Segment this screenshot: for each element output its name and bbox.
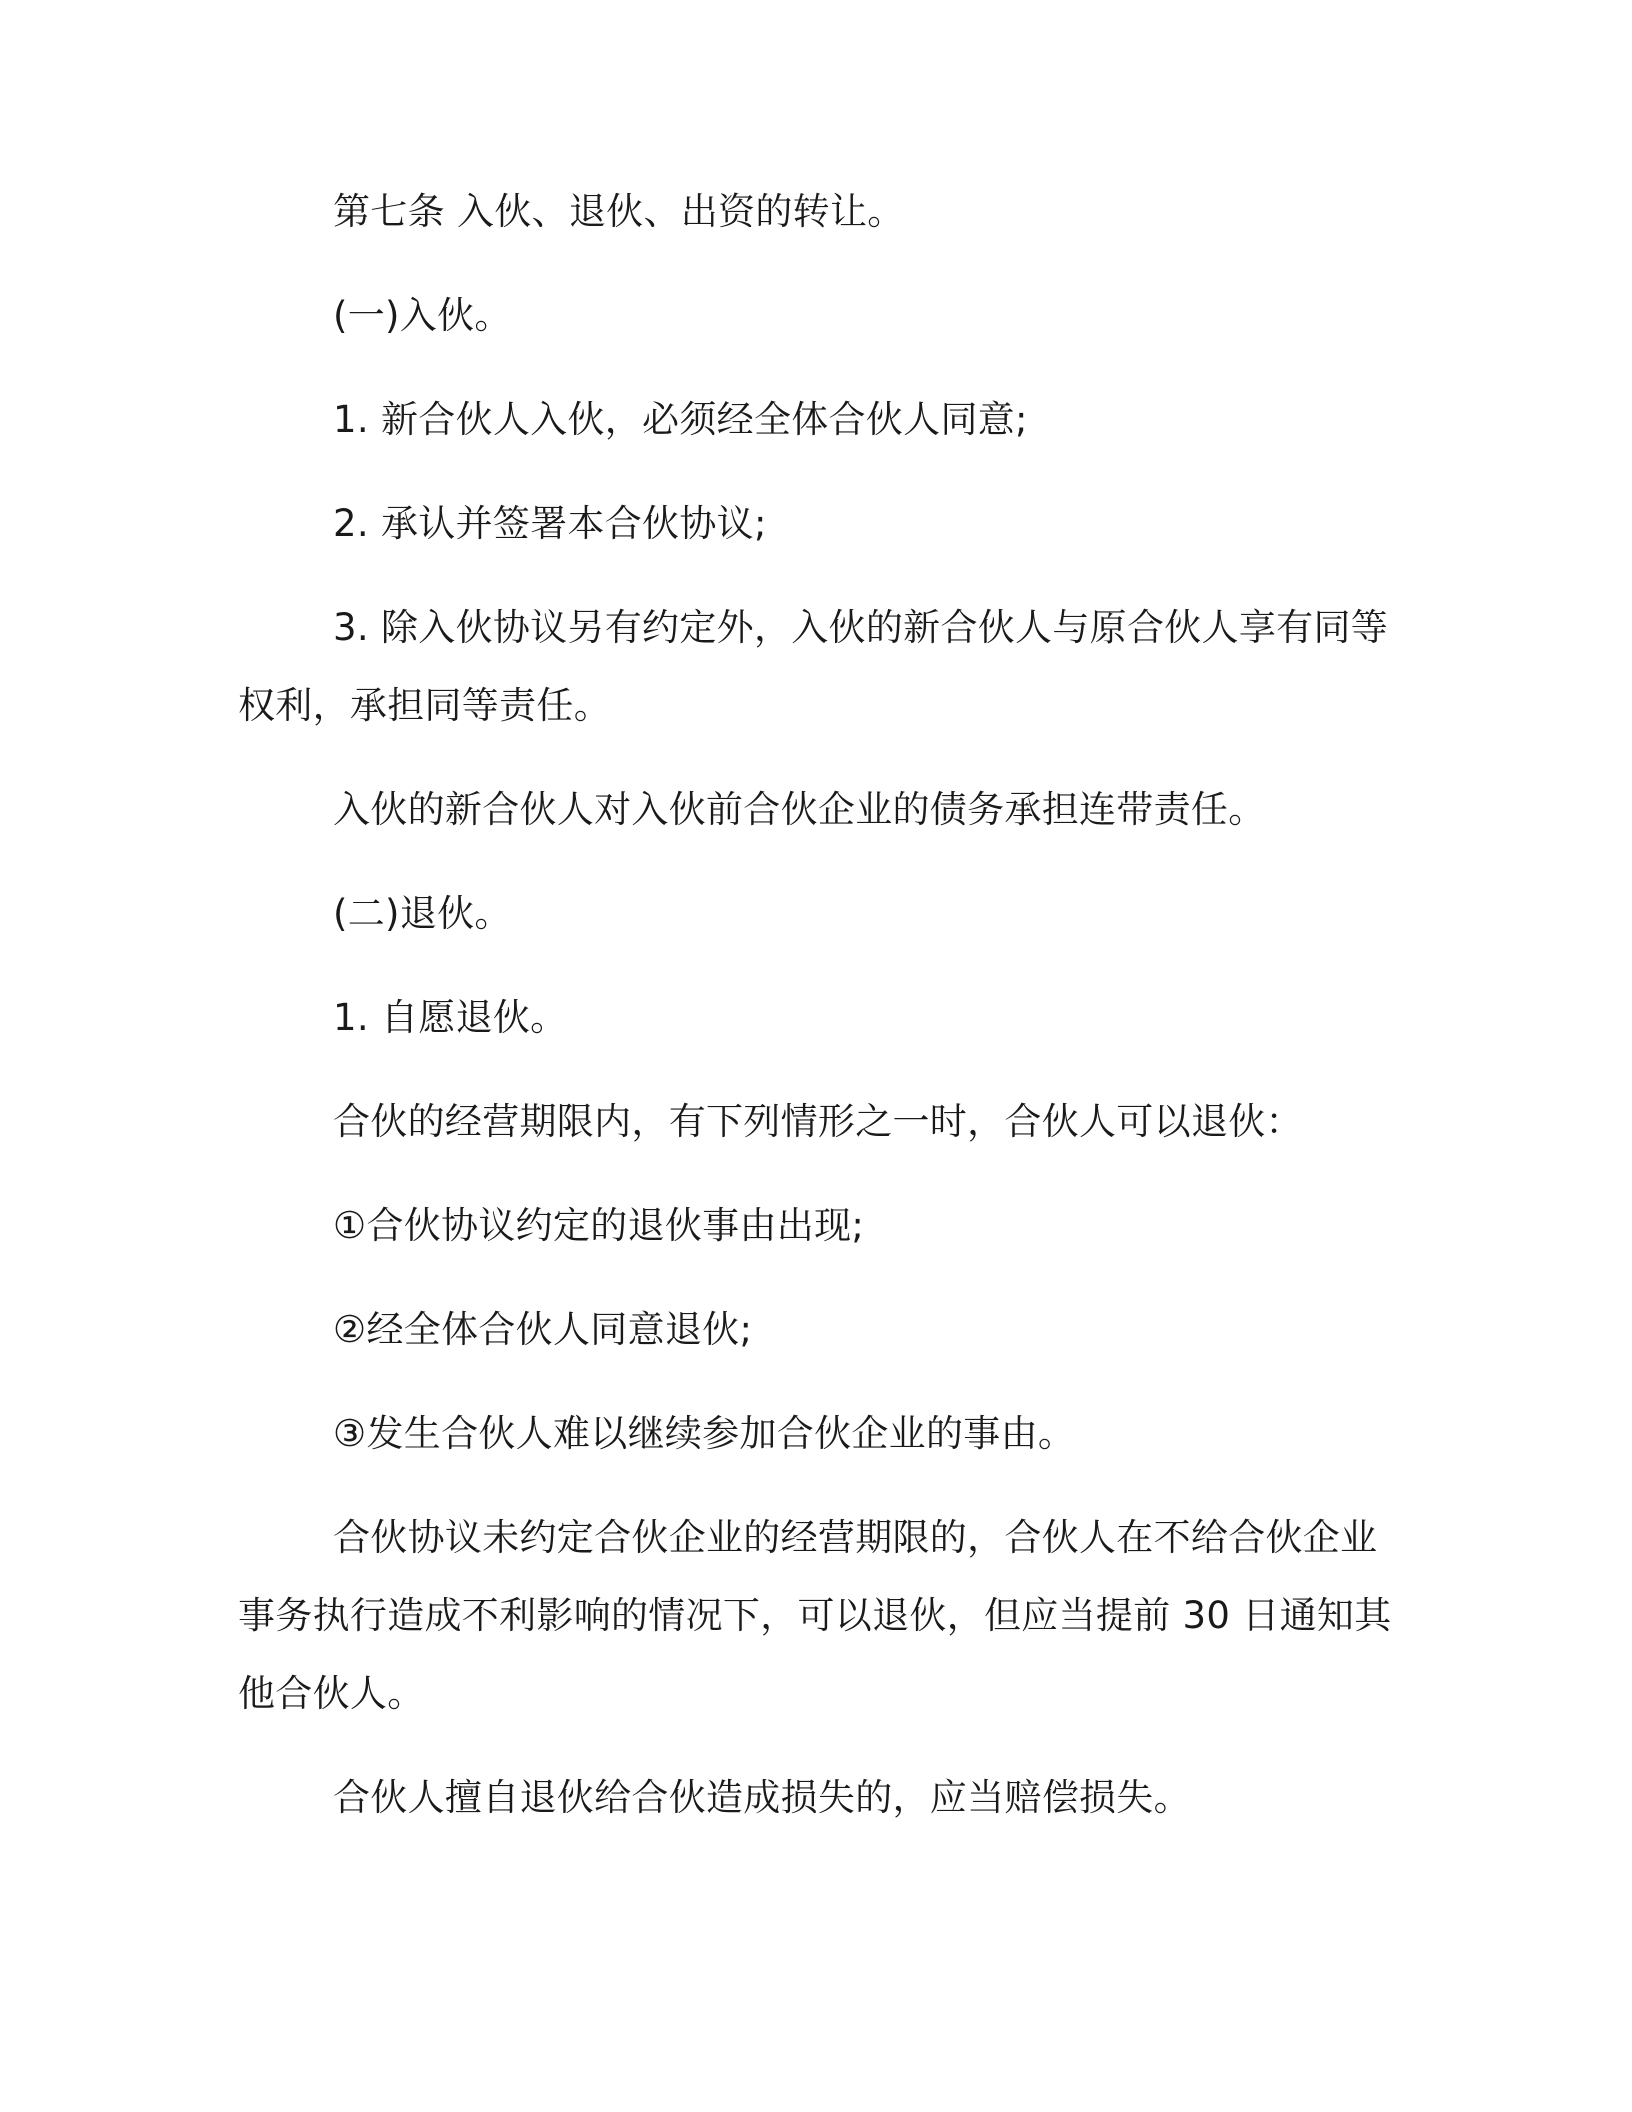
paragraph-text: 他合伙人。 (238, 1672, 425, 1715)
list-item-text: 1. 新合伙人入伙，必须经全体合伙人同意; (333, 398, 1028, 441)
section-heading-joining (333, 290, 1473, 342)
section-heading-joining-text: (一)入伙。 (333, 294, 512, 337)
paragraph-no-term-line-1 (333, 1512, 1473, 1564)
list-item-joining-3-line-2 (238, 680, 1378, 732)
paragraph-text: 合伙的经营期限内，有下列情形之一时，合伙人可以退伙： (333, 1100, 1303, 1143)
section-heading-withdrawal (333, 888, 1473, 940)
condition-item-2 (333, 1304, 1473, 1356)
list-item-text: 1. 自愿退伙。 (333, 996, 568, 1039)
condition-text: ②经全体合伙人同意退伙; (333, 1308, 753, 1351)
section-heading-withdrawal-text: (二)退伙。 (333, 892, 512, 935)
paragraph-withdrawal-conditions (333, 1096, 1473, 1148)
list-item-joining-3-line-1 (333, 602, 1473, 654)
condition-text: ①合伙协议约定的退伙事由出现; (333, 1204, 865, 1247)
paragraph-compensation (333, 1772, 1473, 1824)
condition-text: ③发生合伙人难以继续参加合伙企业的事由。 (333, 1412, 1076, 1455)
article-heading-text: 第七条 入伙、退伙、出资的转让。 (333, 190, 905, 233)
list-item-joining-2 (333, 498, 1473, 550)
list-item-joining-1 (333, 394, 1473, 446)
condition-item-1 (333, 1200, 1473, 1252)
paragraph-text: 合伙人擅自退伙给合伙造成损失的，应当赔偿损失。 (333, 1776, 1191, 1819)
paragraph-no-term-line-2 (238, 1590, 1392, 1642)
paragraph-text: 合伙协议未约定合伙企业的经营期限的，合伙人在不给合伙企业 (333, 1516, 1378, 1559)
paragraph-no-term-line-3 (238, 1668, 1378, 1720)
paragraph-text: 事务执行造成不利影响的情况下，可以退伙，但应当提前 30 日通知其 (238, 1594, 1392, 1637)
list-item-text: 权利，承担同等责任。 (238, 684, 611, 727)
paragraph-joint-liability (333, 784, 1473, 836)
list-item-text: 3. 除入伙协议另有约定外，入伙的新合伙人与原合伙人享有同等 (333, 606, 1389, 649)
list-item-text: 2. 承认并签署本合伙协议; (333, 502, 767, 545)
condition-item-3 (333, 1408, 1473, 1460)
article-heading (333, 186, 1473, 238)
paragraph-text: 入伙的新合伙人对入伙前合伙企业的债务承担连带责任。 (333, 788, 1266, 831)
list-item-withdrawal-1 (333, 992, 1473, 1044)
